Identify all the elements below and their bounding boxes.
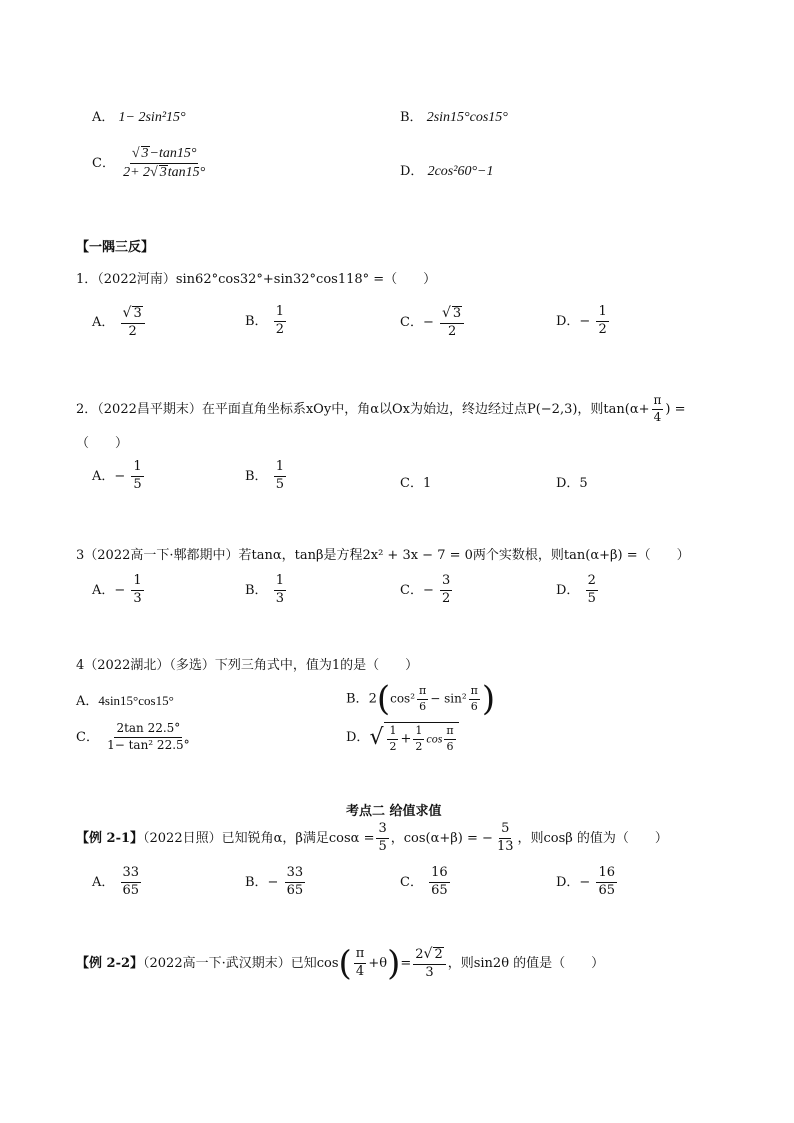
example-2-2-stem: 【例 2-2】（2022高一下·武汉期末）已知cos( $\frac{\pi}{4}$ +θ)= $\frac{2√ 2}{3}$ ，则sin2θ 的值是（ ）	[76, 943, 605, 984]
section-title: 考点二 给值求值	[346, 804, 442, 819]
q1-option-b: B． $\frac{1}{2}$	[245, 304, 284, 337]
q3-option-d: D． $\frac{2}{5}$	[556, 573, 596, 606]
q4-stem: 4（2022湖北）（多选）下列三角式中，值为1的是（ ）	[76, 658, 419, 673]
q4-option-d: D．√ $\frac{1}{2}$ + $\frac{1}{2}$ cos $\frac{\pi}{6}$	[346, 722, 459, 753]
option-expression: 2cos²60°−1	[427, 164, 494, 179]
q0-option-c	[92, 146, 209, 181]
q0-option-a	[92, 106, 186, 126]
option-fraction: $\frac{√ 3-\tan 15^\circ}{2+ 2√ 3\tan 15^\circ}$	[123, 146, 206, 181]
example-2-1-option-b: B．− $\frac{33}{65}$	[245, 865, 304, 898]
option-label: C．	[92, 156, 115, 172]
q2-option-d: D．5	[556, 476, 588, 491]
option-label: A．	[92, 110, 115, 125]
q0-option-b	[400, 106, 508, 126]
option-label: D．	[400, 164, 424, 179]
q2-option-a: A．− $\frac{1}{5}$	[92, 459, 142, 492]
option-label: B．	[400, 110, 423, 125]
option-expression: 1− 2sin²15°	[118, 110, 186, 125]
q4-option-b: B．2(cos² $\frac{\pi}{6}$ − sin² $\frac{\pi}{6}$ )	[346, 679, 496, 719]
q1-option-d: D．− $\frac{1}{2}$	[556, 304, 607, 337]
q1-option-c: C．− $\frac{√ 3}{2}$	[400, 305, 466, 340]
q3-option-b: B． $\frac{1}{3}$	[245, 573, 284, 606]
q1-stem: 1．（2022河南）sin62°cos32°+sin32°cos118° =（ ）	[76, 272, 437, 287]
example-2-1-stem: 【例 2-1】（2022日照）已知锐角α，β满足cosα = $\frac{3}{5}$ ，cos(α+β) = − $\frac{5}{13}$ ，则cosβ 的值为（ ）	[76, 821, 668, 854]
example-2-1-option-d: D．− $\frac{16}{65}$	[556, 865, 616, 898]
q3-option-a: A．− $\frac{1}{3}$	[92, 573, 142, 606]
q2-blank: （ ）	[76, 436, 129, 451]
q2-option-c: C．1	[400, 476, 432, 491]
example-2-1-option-a: A． $\frac{33}{65}$	[92, 865, 140, 898]
q4-option-a: A．4sin15°cos15°	[76, 693, 174, 709]
option-expression: 2sin15°cos15°	[426, 110, 508, 125]
q4-option-c: C． $\frac{2\tan 22.5^\circ}{\text{1− tan² 22.5°}}$	[76, 721, 190, 752]
section-title: 【一隅三反】	[76, 240, 155, 255]
example-2-1-option-c: C． $\frac{16}{65}$	[400, 865, 448, 898]
q2-option-b: B． $\frac{1}{5}$	[245, 459, 284, 492]
q0-option-d	[400, 160, 493, 180]
q1-option-a: A． $\frac{√ 3}{2}$	[92, 305, 147, 340]
q2-stem: 2．（2022昌平期末）在平面直角坐标系xOy中，角α以Ox为始边，终边经过点P(−2,3)，则tan(α+ $\frac{\pi}{4}$ ) =	[76, 393, 686, 424]
q3-option-c: C．− $\frac{3}{2}$	[400, 573, 451, 606]
q3-stem: 3（2022高一下·郫都期中）若tanα，tanβ是方程2x² + 3x − 7 = 0两个实数根，则tan(α+β) =（ ）	[76, 548, 690, 563]
